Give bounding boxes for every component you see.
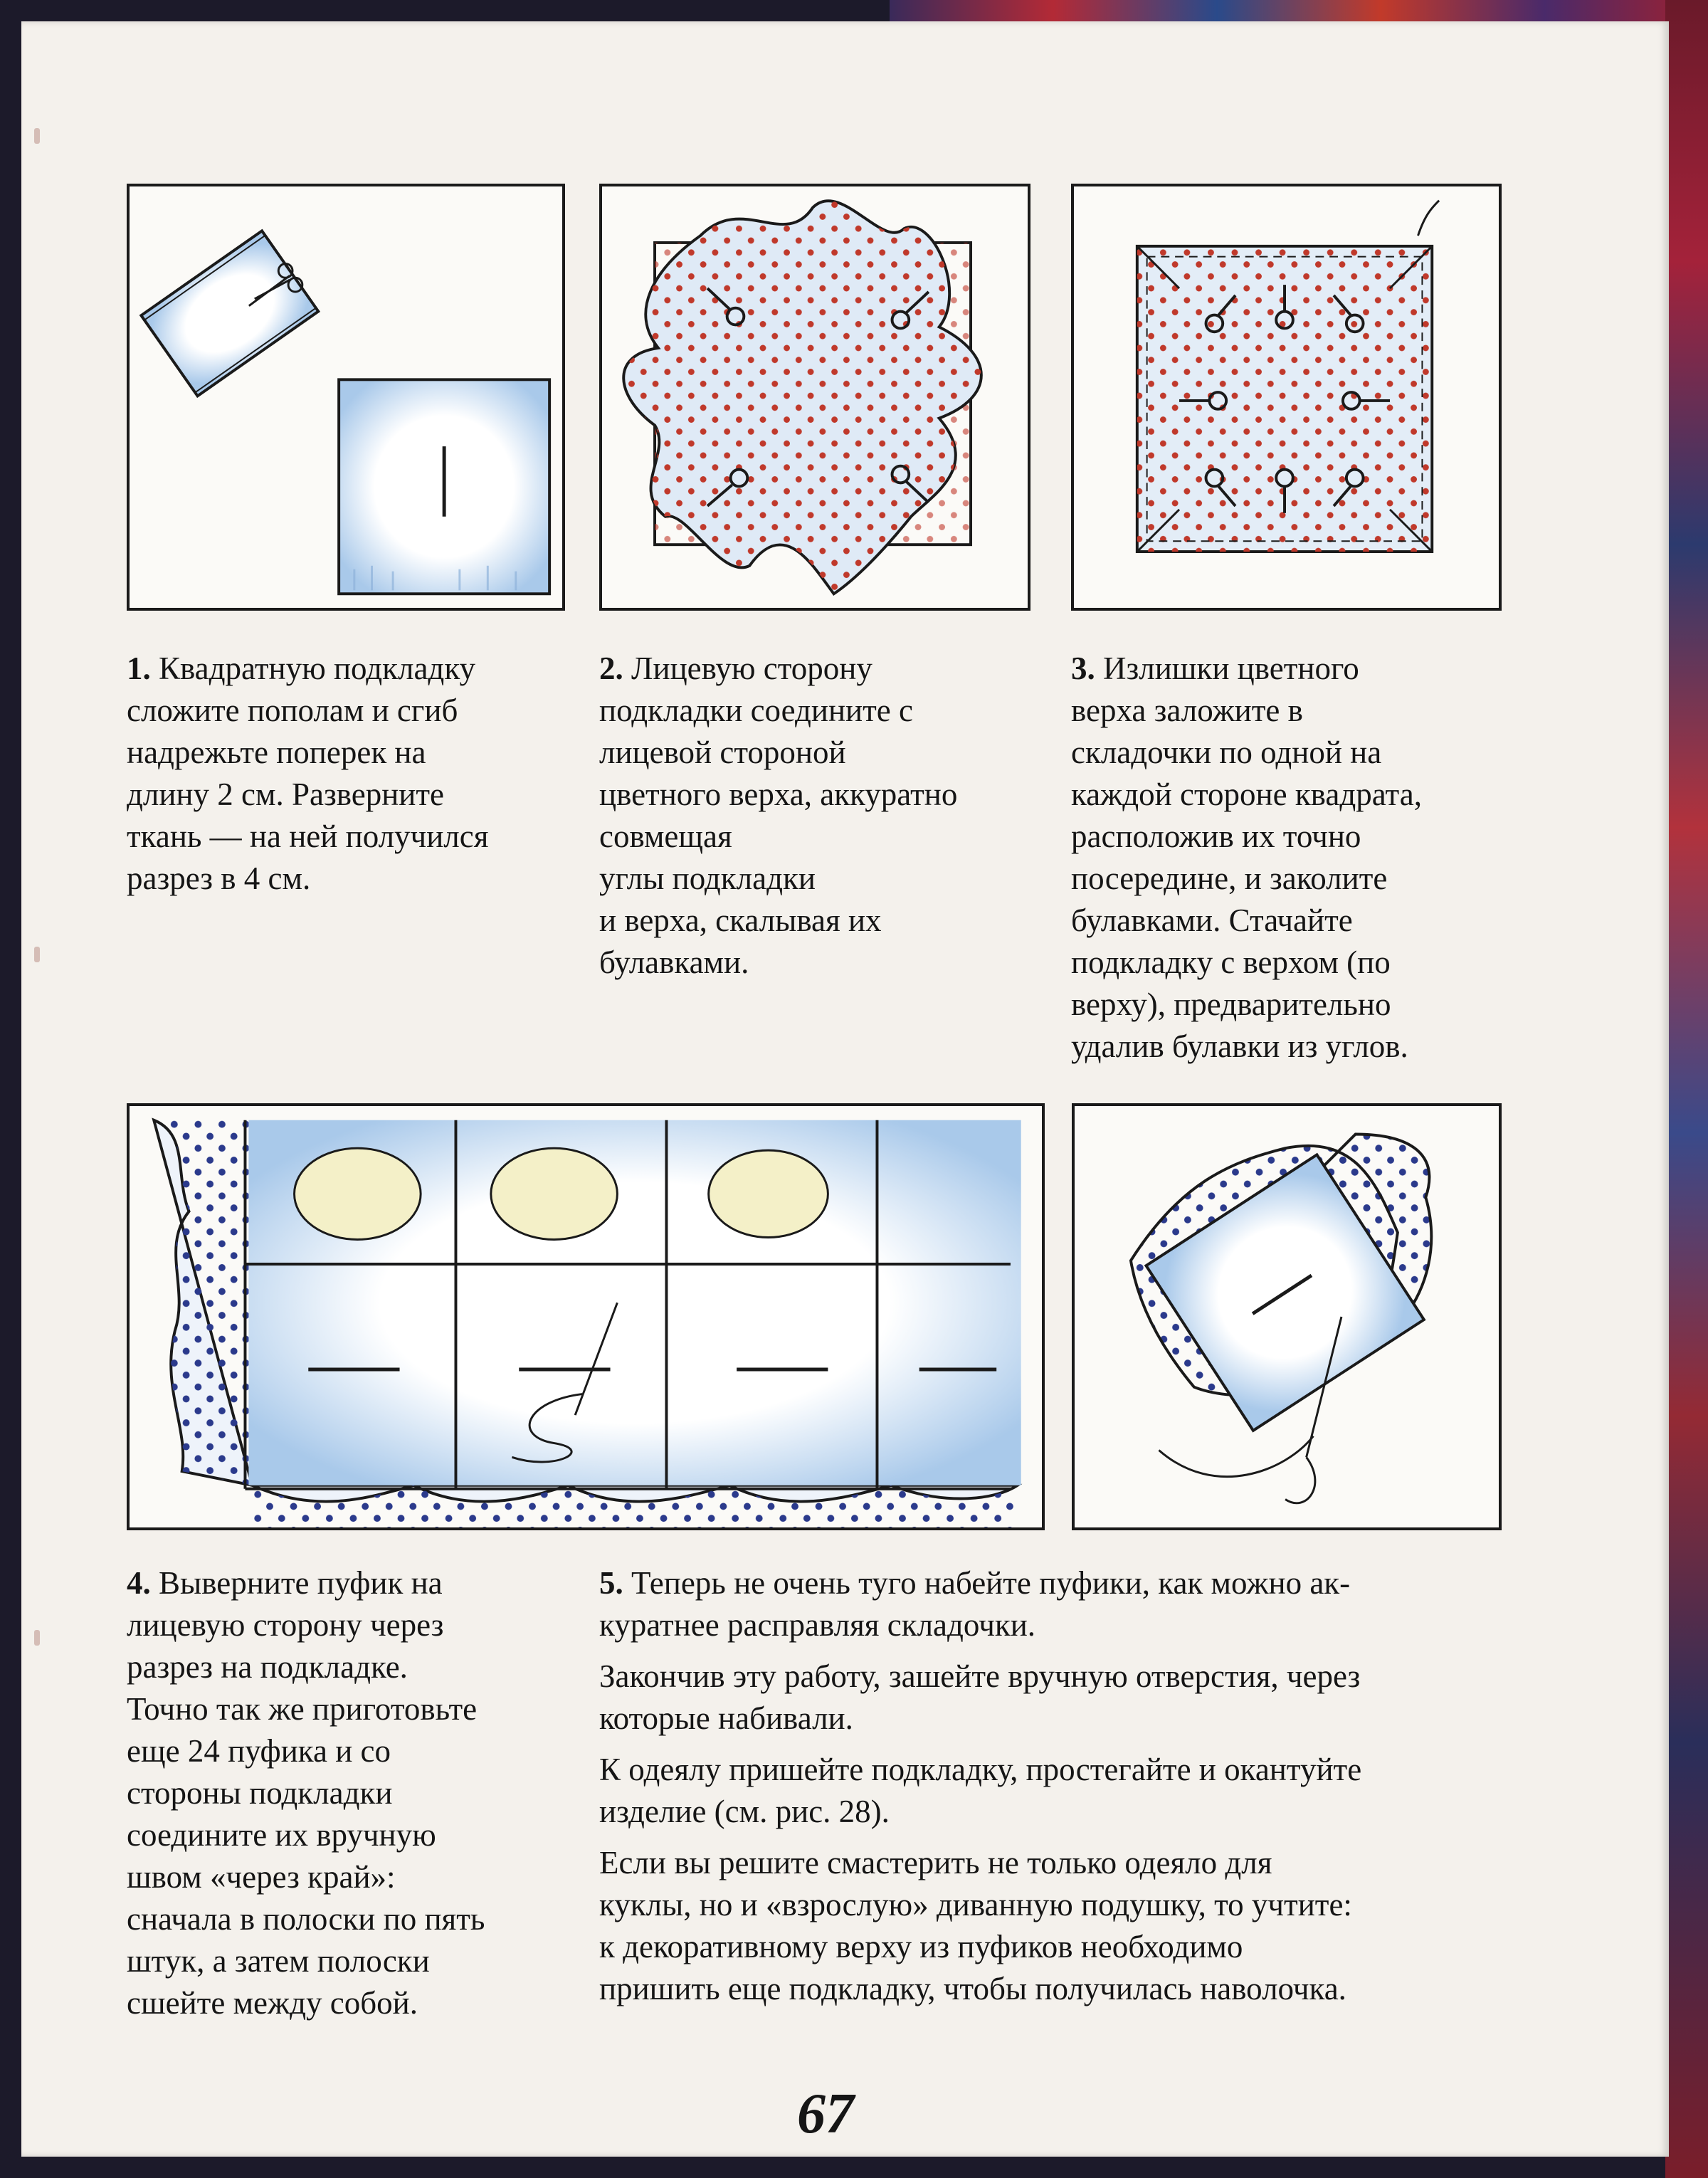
folded-fabric [141,231,318,396]
caption-step-2: 2. Лицевую сторону подкладки соедините с лицевой стороной цветного верха, аккуратно совмещая углы подкладки и верха, скалывая их булавками. [599,651,958,980]
margin-mark [34,1630,40,1646]
margin-mark [34,128,40,144]
caption-step-3: 3. Излишки цветного верха заложите в складочки по одной на каждой стороне квадрата, расположив их точно посередине, и заколите булавками. Стачайте подкладку с верхом (по верху), предварительно удалив булавки из углов. [1071,651,1422,1064]
figure-step-5 [1072,1103,1502,1530]
step-number: 2. [599,651,623,686]
page-number: 67 [797,2083,854,2145]
book-spine [1665,0,1708,2178]
step-number: 5. [599,1565,623,1601]
book-page [21,21,1669,2157]
margin-mark [34,947,40,962]
figure-step-2 [599,184,1030,611]
caption-step-4: 4. Выверните пуфик на лицевую сторону через разрез на подкладке. Точно так же приготовьте еще 24 пуфика и со стороны подкладки соедините их вручную швом «через край»: сначала в полоски по пять штук, а затем полоски сшейте между собой. [127,1565,485,2021]
stuffing [295,1148,828,1239]
figure-step-3 [1071,184,1502,611]
step-number: 3. [1071,651,1095,686]
caption-step-1: 1. Квадратную подкладку сложите пополам и сгиб надрежьте поперек на длину 2 см. Разверните ткань — на ней получился разрез в 4 см. [127,651,489,896]
step-number: 1. [127,651,151,686]
figure-step-1 [127,184,565,611]
figure-step-4 [127,1103,1045,1530]
step-number: 4. [127,1565,151,1601]
caption-step-5: 5. Теперь не очень туго набейте пуфики, как можно ак- куратнее расправляя складочки. Закончив эту работу, зашейте вручную отверстия, через которые набивали. К одеялу пришейте подкладку, простегайте и окантуйте изделие (см. рис. 28). Если вы решите смастерить не только одеяло для куклы, но и «взрослую» диванную подушку, то учтите: к декоративному верху из пуфиков необходимо пришить еще подкладку, чтобы получилась наволочка. [599,1565,1362,2006]
